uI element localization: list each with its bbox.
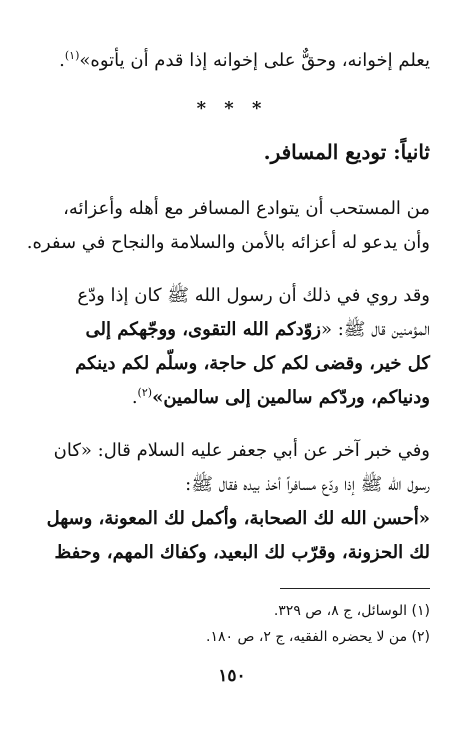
para2-line4-end: . <box>131 387 138 408</box>
section-separator: * * * <box>196 98 268 119</box>
para1-line2: وأن يدعو له أعزائه بالأمن والسلامة والنجاح في سفره. <box>26 232 430 253</box>
para2-line4 <box>34 383 430 413</box>
para2-line4-quote: ودنياكم، وردّكم سالمين إلى سالمين» <box>152 387 430 408</box>
para2-line2 <box>34 315 430 345</box>
para3-line1: وفي خبر آخر عن أبي جعفر عليه السلام قال: «كان <box>53 440 430 461</box>
footnote-1: (١) الوسائل، ج ٨، ص ٣٢٩. <box>273 603 430 619</box>
continuation-line <box>34 46 430 76</box>
para2-line1: وقد روي في ذلك أن رسول الله ﷺ كان إذا ودّع <box>77 285 430 306</box>
footnote-ref-1: (١) <box>64 49 80 62</box>
line-end-period: . <box>59 50 65 71</box>
footnote-2: (٢) من لا يحضره الفقيه، ج ٢، ص ١٨٠. <box>206 629 430 645</box>
para1-line1: من المستحب أن يتوادع المسافر مع أهله وأعزائه، <box>63 198 430 219</box>
section-heading: ثانياً: توديع المسافر. <box>263 140 430 164</box>
para2-line3: كل خير، وقضى لكم كل حاجة، وسلّم لكم دينكم <box>75 353 430 374</box>
para3-line2: رسول الله ﷺ إذا ودّع مسافراً أخذ بيده فقال ﷺ: <box>185 474 430 495</box>
para3-line4: لك الحزونة، وقرّب لك البعيد، وكفاك المهم، وحفظ <box>54 542 430 563</box>
para2-line2-intro: المؤمنين قال ﷺ: « <box>321 319 430 340</box>
footnote-divider <box>280 588 430 589</box>
continuation-text: يعلم إخوانه، وحقٌّ على إخوانه إذا قدم أن يأتوه» <box>79 50 430 71</box>
para2-line2-quote: زوّدكم الله التقوى، ووجّهكم إلى <box>85 319 321 340</box>
page-number: ١٥٠ <box>218 666 246 686</box>
para3-line3: «أحسن الله لك الصحابة، وأكمل لك المعونة، وسهل <box>46 508 430 529</box>
footnote-ref-2: (٢) <box>137 386 153 399</box>
